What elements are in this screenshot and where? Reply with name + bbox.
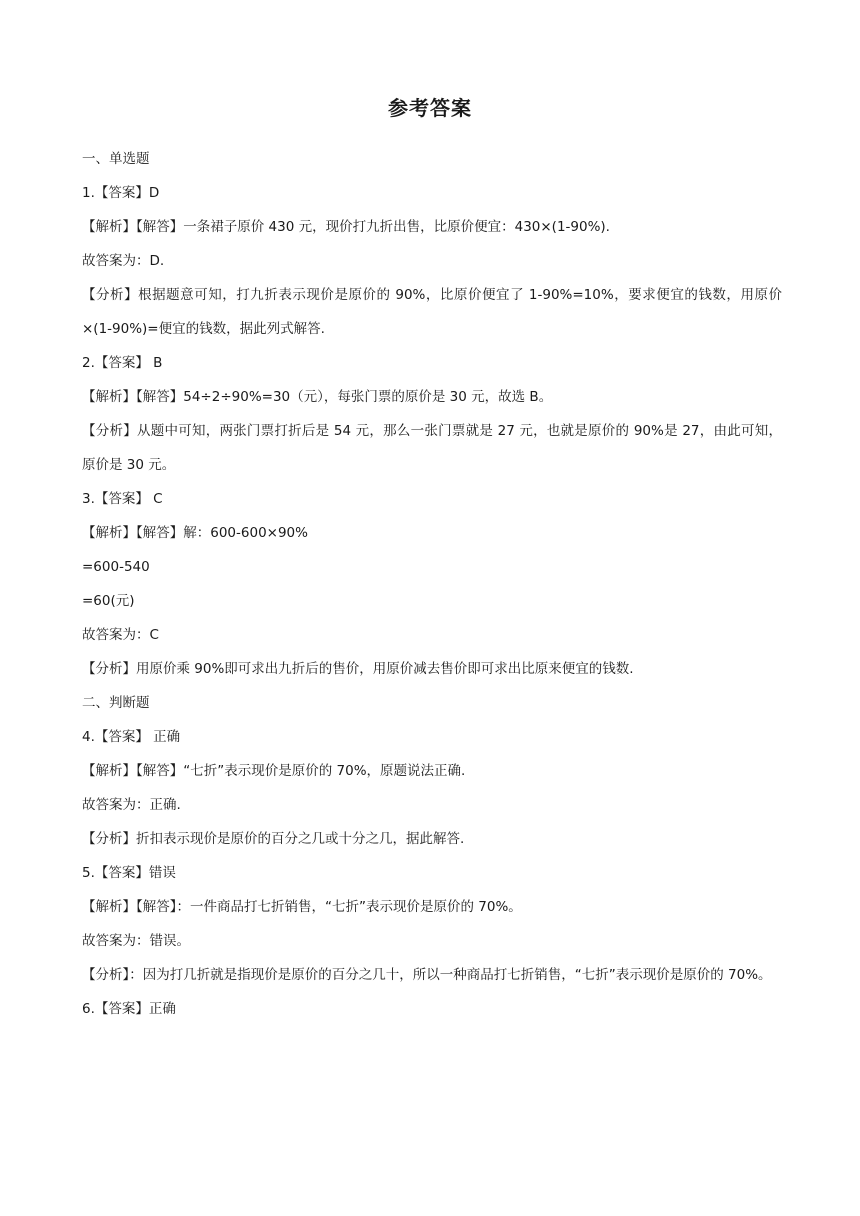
answer-2-solution: 【解析】【解答】54÷2÷90%=30（元），每张门票的原价是 30 元，故选 B。 [82,389,553,405]
answer-4-solution: 【解析】【解答】“七折”表示现价是原价的 70%，原题说法正确. [82,763,466,779]
answer-5-result: 故答案为：错误。 [82,933,190,949]
answer-5-heading: 5.【答案】错误 [82,865,176,881]
answer-3-solution: 【解析】【解答】解：600-600×90% [82,525,308,541]
page-title: 参考答案 [388,96,472,120]
answer-5-solution: 【解析】【解答】：一件商品打七折销售，“七折”表示现价是原价的 70%。 [82,899,522,915]
answer-2-heading: 2.【答案】 B [82,355,163,371]
answer-3-step-2: =60(元) [82,593,135,609]
answer-1-heading: 1.【答案】D [82,185,160,201]
section-heading-single-choice: 一、单选题 [82,151,150,167]
answer-4-result: 故答案为：正确. [82,797,181,813]
answer-4-heading: 4.【答案】 正确 [82,729,181,745]
answer-3-result: 故答案为：C [82,627,159,643]
section-heading-true-false: 二、判断题 [82,695,150,711]
answer-3-analysis: 【分析】用原价乘 90%即可求出九折后的售价，用原价减去售价即可求出比原来便宜的钱数. [82,661,634,677]
answer-1-analysis: 【分析】根据题意可知，打九折表示现价是原价的 90%，比原价便宜了 1-90%=10%，要求便宜的钱数，用原价×(1-90%)=便宜的钱数，据此列式解答. [82,287,782,337]
answer-5-analysis: 【分析】：因为打几折就是指现价是原价的百分之几十，所以一种商品打七折销售，“七折”表示现价是原价的 70%。 [82,967,772,983]
answer-4-analysis: 【分析】折扣表示现价是原价的百分之几或十分之几，据此解答. [82,831,465,847]
answer-1-solution: 【解析】【解答】一条裙子原价 430 元，现价打九折出售，比原价便宜：430×(1-90%). [82,219,610,235]
answer-3-heading: 3.【答案】 C [82,491,163,507]
answer-content [82,142,782,1026]
answer-6-heading: 6.【答案】正确 [82,1001,176,1017]
answer-3-step-1: =600-540 [82,559,150,575]
answer-2-analysis: 【分析】从题中可知，两张门票打折后是 54 元，那么一张门票就是 27 元，也就是原价的 90%是 27，由此可知，原价是 30 元。 [82,423,782,473]
answer-1-result: 故答案为：D. [82,253,165,269]
